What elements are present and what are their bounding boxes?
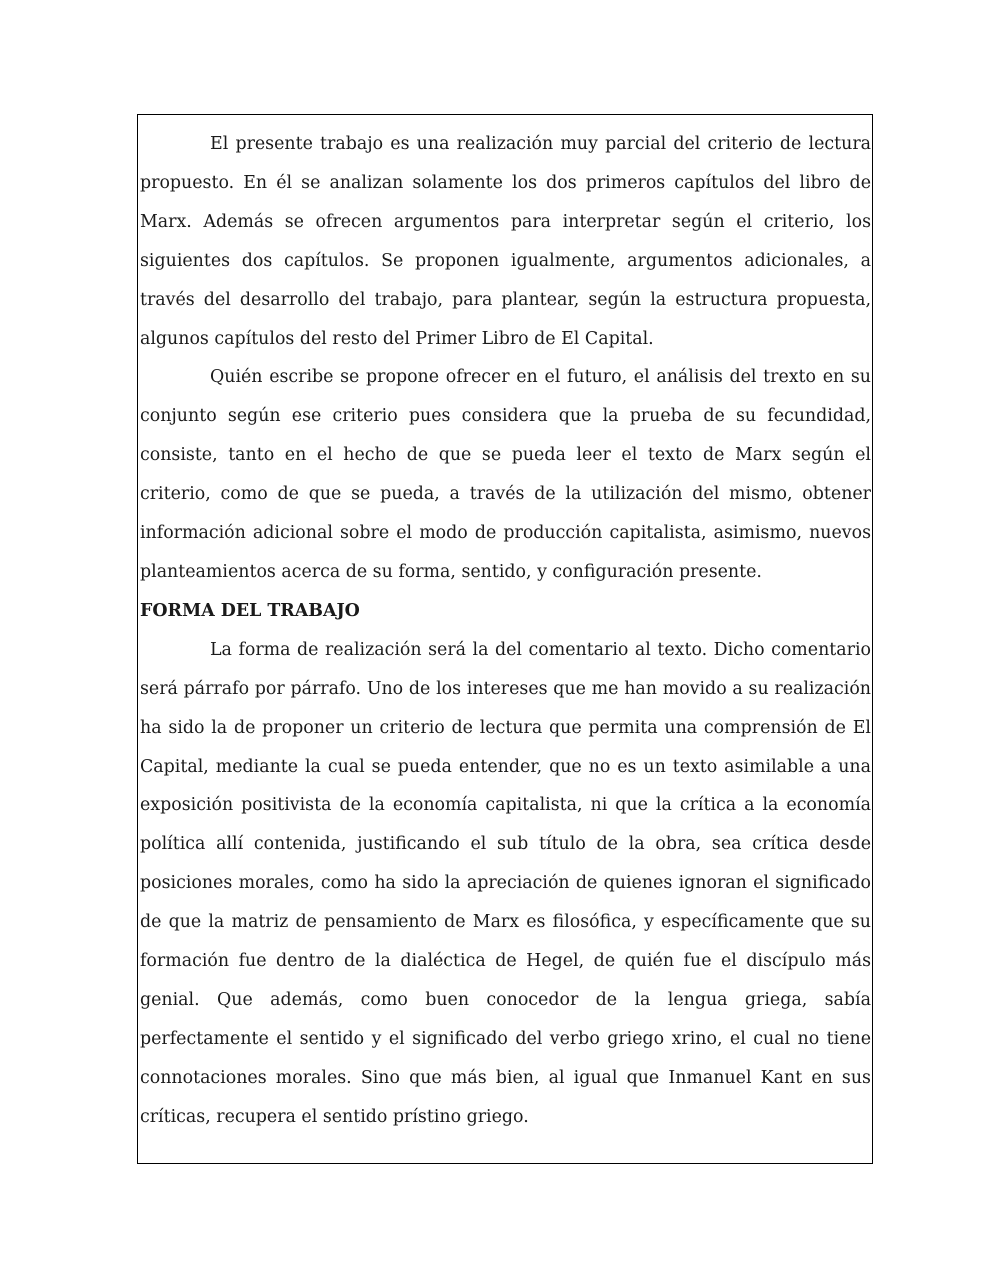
document-body <box>140 125 871 1137</box>
section-heading: FORMA DEL TRABAJO <box>140 600 360 621</box>
paragraph-intro: El presente trabajo es una realización muy parcial del criterio de lectura propuesto. En él se analizan solamente los dos primeros capítulos del libro de Marx. Además se ofrecen argumentos para interpretar según el criterio, los siguientes dos capítulos. Se proponen igualmente, argumentos adicionales, a través del desarrollo del trabajo, para plantear, según la estructura propuesta, algunos capítulos del resto del Primer Libro de El Capital. <box>140 134 871 349</box>
paragraph-purpose: Quién escribe se propone ofrecer en el futuro, el análisis del trexto en su conjunto según ese criterio pues considera que la prueba de su fecundidad, consiste, tanto en el hecho de que se pueda leer el texto de Marx según el criterio, como de que se pueda, a través de la utilización del mismo, obtener información adicional sobre el modo de producción capitalista, asimismo, nuevos planteamientos acerca de su forma, sentido, y configuración presente. <box>140 367 871 582</box>
paragraph-method: La forma de realización será la del comentario al texto. Dicho comentario será párrafo por párrafo. Uno de los intereses que me han movido a su realización ha sido la de proponer un criterio de lectura que permita una comprensión de El Capital, mediante la cual se pueda entender, que no es un texto asimilable a una exposición positivista de la economía capitalista, ni que la crítica a la economía política allí contenida, justificando el sub título de la obra, sea crítica desde posiciones morales, como ha sido la apreciación de quienes ignoran el significado de que la matriz de pensamiento de Marx es filosófica, y específicamente que su formación fue dentro de la dialéctica de Hegel, de quién fue el discípulo más genial. Que además, como buen conocedor de la lengua griega, sabía perfectamente el sentido y el significado del verbo griego xrino, el cual no tiene connotaciones morales. Sino que más bien, al igual que Inmanuel Kant en sus críticas, recupera el sentido prístino griego. <box>140 639 871 1127</box>
